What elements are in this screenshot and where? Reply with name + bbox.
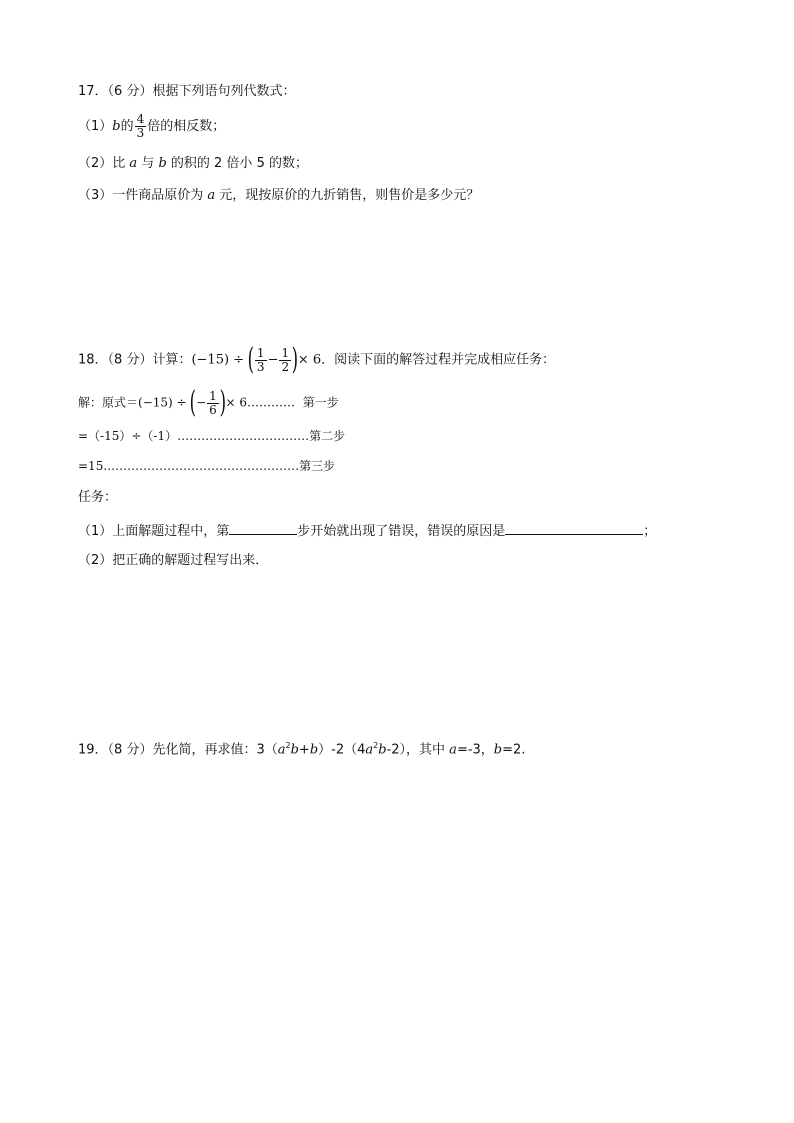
q18-task2: （2）把正确的解题过程写出来． bbox=[78, 553, 269, 568]
step1-label: 第一步 bbox=[302, 395, 339, 410]
answer-blank-step[interactable] bbox=[229, 520, 297, 535]
q18-solution-step1: 解：原式＝(−15) ÷ (− $\frac{1}{6}$ )× 6………… 第一步 bbox=[78, 385, 339, 420]
q18-solution-step2: =（-15）÷（-1）……………………………第二步 bbox=[78, 429, 346, 443]
q18-title: 18．（8 分）计算：(−15) ÷ ( $\frac{1}{3}$ − $\frac{1}{2}$ )× 6．阅读下面的解答过程并完成相应任务： bbox=[78, 342, 556, 377]
var-a: a bbox=[129, 156, 138, 171]
q17-item1-suffix: 倍的相反数； bbox=[147, 119, 226, 134]
fraction-1-3: $\frac{1}{3}$ bbox=[256, 345, 265, 374]
step3-label: 第三步 bbox=[299, 459, 336, 473]
q18-task-label: 任务： bbox=[78, 490, 118, 505]
q19-title: 19．（8 分）先化简，再求值：$3(a^2b+b)-2(4a^2b-2)$，其中 a=-3，b=2. bbox=[78, 741, 526, 758]
fraction-1-2: $\frac{1}{2}$ bbox=[281, 345, 290, 374]
fraction-4-3: $\frac{4}{3}$ bbox=[136, 112, 145, 140]
q17-item2: （2）比 a 与 b 的积的 2 倍小 5 的数； bbox=[78, 156, 308, 171]
expr-tail: × 6 bbox=[297, 352, 322, 368]
q17-item1-mid: 的 bbox=[120, 119, 134, 134]
q17-title: 17．（6 分）根据下列语句列代数式： bbox=[78, 84, 296, 99]
q18-solution-step3: =15.…………………………………………第三步 bbox=[78, 459, 336, 473]
expr-lead: (−15) ÷ bbox=[191, 352, 249, 368]
var-b: b bbox=[112, 119, 121, 134]
var-a: a bbox=[207, 188, 216, 203]
left-paren: ( bbox=[247, 342, 255, 377]
q17-item1 bbox=[78, 113, 225, 140]
left-paren: ( bbox=[190, 385, 197, 420]
right-paren: ) bbox=[291, 342, 299, 377]
right-paren: ) bbox=[219, 385, 226, 420]
var-b: b bbox=[158, 156, 167, 171]
step2-label: 第二步 bbox=[309, 429, 346, 443]
minus-sign: − bbox=[267, 352, 279, 368]
q17-item1-prefix: （1） bbox=[78, 119, 113, 134]
q18-task1: （1）上面解题过程中，第 步开始就出现了错误，错误的原因是 ； bbox=[78, 520, 656, 542]
q17-item3: （3）一件商品原价为 a 元，现按原价的九折销售，则售价是多少元？ bbox=[78, 188, 480, 203]
answer-blank-reason[interactable] bbox=[505, 520, 643, 535]
fraction-1-6: $\frac{1}{6}$ bbox=[209, 388, 217, 417]
